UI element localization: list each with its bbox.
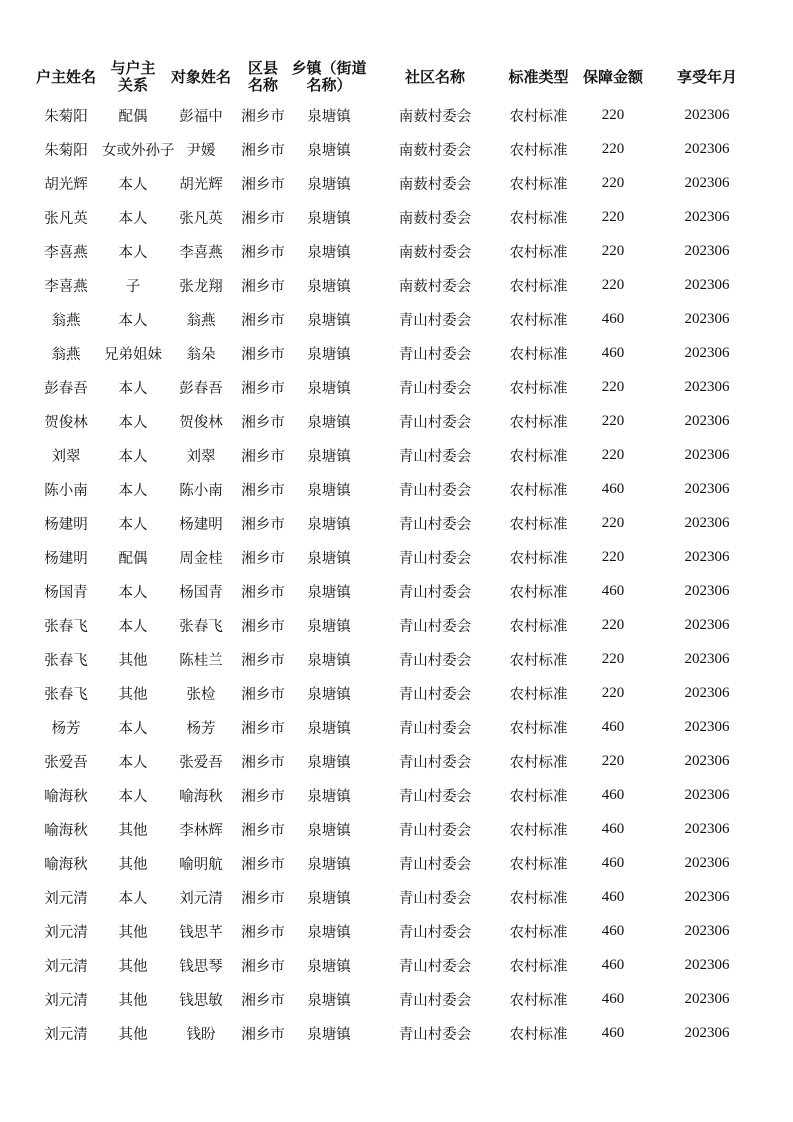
cell-township: 泉塘镇: [307, 448, 351, 465]
cell-month: 202306: [684, 752, 730, 769]
cell-county: 湘乡市: [241, 686, 285, 703]
cell-township: 泉塘镇: [307, 720, 351, 737]
cell-month: 202306: [684, 990, 730, 1007]
cell-amount: 460: [601, 786, 625, 803]
cell-recipient-name: 张龙翔: [179, 278, 223, 295]
cell-county: 湘乡市: [241, 890, 285, 907]
cell-householder-name: 贺俊林: [44, 414, 88, 431]
table-row: [30, 132, 765, 166]
cell-township: 泉塘镇: [307, 1026, 351, 1043]
cell-standard-type: 农村标准: [509, 108, 568, 125]
cell-amount: 460: [601, 344, 625, 361]
cell-amount: 220: [601, 276, 625, 293]
cell-householder-name: 喻海秋: [44, 788, 88, 805]
cell-month: 202306: [684, 140, 730, 157]
cell-householder-name: 杨建明: [44, 516, 88, 533]
table-row: [30, 642, 765, 676]
cell-householder-name: 杨芳: [51, 720, 81, 737]
cell-county: 湘乡市: [241, 788, 285, 805]
cell-month: 202306: [684, 650, 730, 667]
cell-county: 湘乡市: [241, 618, 285, 635]
cell-recipient-name: 陈小南: [179, 482, 223, 499]
table-row: [30, 812, 765, 846]
table-row: [30, 948, 765, 982]
cell-county: 湘乡市: [241, 516, 285, 533]
table-row: [30, 336, 765, 370]
cell-recipient-name: 杨芳: [186, 720, 216, 737]
cell-standard-type: 农村标准: [509, 822, 568, 839]
cell-relation: 其他: [118, 992, 148, 1009]
cell-recipient-name: 李林辉: [179, 822, 223, 839]
table-row: [30, 506, 765, 540]
cell-standard-type: 农村标准: [509, 312, 568, 329]
cell-amount: 220: [601, 378, 625, 395]
cell-amount: 460: [601, 990, 625, 1007]
cell-householder-name: 杨建明: [44, 550, 88, 567]
cell-standard-type: 农村标准: [509, 414, 568, 431]
cell-householder-name: 喻海秋: [44, 822, 88, 839]
cell-month: 202306: [684, 888, 730, 905]
cell-township: 泉塘镇: [307, 414, 351, 431]
cell-relation: 本人: [118, 890, 148, 907]
cell-amount: 460: [601, 956, 625, 973]
cell-township: 泉塘镇: [307, 278, 351, 295]
cell-township: 泉塘镇: [307, 992, 351, 1009]
cell-recipient-name: 杨建明: [179, 516, 223, 533]
cell-county: 湘乡市: [241, 754, 285, 771]
cell-relation: 本人: [118, 720, 148, 737]
cell-relation: 其他: [118, 856, 148, 873]
header-recipient-name: 对象姓名: [170, 67, 231, 86]
cell-amount: 460: [601, 718, 625, 735]
cell-amount: 220: [601, 242, 625, 259]
cell-community: 青山村委会: [398, 788, 472, 805]
header-month: 享受年月: [676, 67, 737, 86]
cell-relation: 本人: [118, 516, 148, 533]
cell-recipient-name: 刘元清: [179, 890, 223, 907]
cell-township: 泉塘镇: [307, 618, 351, 635]
cell-community: 青山村委会: [398, 992, 472, 1009]
cell-community: 青山村委会: [398, 414, 472, 431]
cell-standard-type: 农村标准: [509, 448, 568, 465]
cell-standard-type: 农村标准: [509, 1026, 568, 1043]
cell-amount: 460: [601, 480, 625, 497]
cell-county: 湘乡市: [241, 924, 285, 941]
cell-householder-name: 李喜燕: [44, 244, 88, 261]
cell-householder-name: 翁燕: [51, 346, 81, 363]
cell-month: 202306: [684, 378, 730, 395]
cell-month: 202306: [684, 820, 730, 837]
cell-community: 青山村委会: [398, 890, 472, 907]
cell-standard-type: 农村标准: [509, 278, 568, 295]
cell-householder-name: 张春飞: [44, 618, 88, 635]
cell-standard-type: 农村标准: [509, 584, 568, 601]
cell-township: 泉塘镇: [307, 516, 351, 533]
cell-standard-type: 农村标准: [509, 244, 568, 261]
table-row: [30, 880, 765, 914]
cell-standard-type: 农村标准: [509, 958, 568, 975]
cell-amount: 460: [601, 310, 625, 327]
cell-county: 湘乡市: [241, 720, 285, 737]
table-row: [30, 268, 765, 302]
cell-recipient-name: 钱思敏: [179, 992, 223, 1009]
cell-householder-name: 刘元清: [44, 958, 88, 975]
table-row: [30, 1016, 765, 1050]
cell-month: 202306: [684, 684, 730, 701]
cell-standard-type: 农村标准: [509, 924, 568, 941]
table-row: [30, 98, 765, 132]
cell-township: 泉塘镇: [307, 176, 351, 193]
cell-month: 202306: [684, 854, 730, 871]
table-row: [30, 370, 765, 404]
cell-relation: 本人: [118, 244, 148, 261]
cell-recipient-name: 周金桂: [179, 550, 223, 567]
table-row: [30, 744, 765, 778]
table-row: [30, 676, 765, 710]
cell-standard-type: 农村标准: [509, 482, 568, 499]
cell-township: 泉塘镇: [307, 788, 351, 805]
cell-community: 青山村委会: [398, 516, 472, 533]
cell-relation: 子: [125, 278, 141, 295]
cell-relation: 本人: [118, 312, 148, 329]
cell-amount: 460: [601, 922, 625, 939]
cell-community: 青山村委会: [398, 720, 472, 737]
cell-county: 湘乡市: [241, 856, 285, 873]
cell-county: 湘乡市: [241, 244, 285, 261]
cell-township: 泉塘镇: [307, 686, 351, 703]
cell-recipient-name: 杨国青: [179, 584, 223, 601]
cell-community: 青山村委会: [398, 312, 472, 329]
cell-householder-name: 张春飞: [44, 686, 88, 703]
cell-month: 202306: [684, 344, 730, 361]
table-row: [30, 608, 765, 642]
cell-amount: 220: [601, 752, 625, 769]
cell-standard-type: 农村标准: [509, 516, 568, 533]
header-relation: 与户主 关系: [110, 59, 156, 94]
table-row: [30, 438, 765, 472]
table-row: [30, 778, 765, 812]
cell-community: 青山村委会: [398, 686, 472, 703]
cell-householder-name: 刘翠: [51, 448, 81, 465]
cell-standard-type: 农村标准: [509, 992, 568, 1009]
cell-standard-type: 农村标准: [509, 856, 568, 873]
cell-county: 湘乡市: [241, 142, 285, 159]
cell-month: 202306: [684, 718, 730, 735]
cell-relation: 本人: [118, 448, 148, 465]
cell-amount: 220: [601, 548, 625, 565]
cell-community: 青山村委会: [398, 1026, 472, 1043]
cell-month: 202306: [684, 582, 730, 599]
cell-month: 202306: [684, 242, 730, 259]
cell-township: 泉塘镇: [307, 924, 351, 941]
cell-householder-name: 刘元清: [44, 924, 88, 941]
table-row: [30, 540, 765, 574]
cell-householder-name: 张春飞: [44, 652, 88, 669]
cell-community: 青山村委会: [398, 652, 472, 669]
cell-amount: 460: [601, 582, 625, 599]
cell-recipient-name: 贺俊林: [179, 414, 223, 431]
cell-recipient-name: 彭春吾: [179, 380, 223, 397]
cell-standard-type: 农村标准: [509, 210, 568, 227]
cell-amount: 220: [601, 650, 625, 667]
cell-householder-name: 李喜燕: [44, 278, 88, 295]
cell-relation: 本人: [118, 210, 148, 227]
cell-township: 泉塘镇: [307, 380, 351, 397]
cell-county: 湘乡市: [241, 448, 285, 465]
cell-month: 202306: [684, 276, 730, 293]
cell-amount: 460: [601, 820, 625, 837]
cell-county: 湘乡市: [241, 1026, 285, 1043]
cell-community: 青山村委会: [398, 618, 472, 635]
cell-community: 青山村委会: [398, 448, 472, 465]
cell-recipient-name: 张爱吾: [179, 754, 223, 771]
cell-amount: 220: [601, 412, 625, 429]
cell-recipient-name: 刘翠: [186, 448, 216, 465]
cell-month: 202306: [684, 310, 730, 327]
cell-township: 泉塘镇: [307, 584, 351, 601]
cell-relation: 本人: [118, 414, 148, 431]
cell-community: 南薮村委会: [398, 176, 472, 193]
cell-recipient-name: 翁朵: [186, 346, 216, 363]
cell-township: 泉塘镇: [307, 210, 351, 227]
cell-township: 泉塘镇: [307, 482, 351, 499]
cell-community: 青山村委会: [398, 924, 472, 941]
cell-amount: 220: [601, 106, 625, 123]
cell-relation: 其他: [118, 686, 148, 703]
table-header: [30, 56, 765, 98]
cell-recipient-name: 尹媛: [186, 142, 216, 159]
table-row: [30, 574, 765, 608]
cell-community: 青山村委会: [398, 482, 472, 499]
cell-community: 南薮村委会: [398, 210, 472, 227]
table-row: [30, 200, 765, 234]
table-row: [30, 710, 765, 744]
cell-amount: 220: [601, 616, 625, 633]
cell-county: 湘乡市: [241, 176, 285, 193]
cell-month: 202306: [684, 412, 730, 429]
cell-householder-name: 刘元清: [44, 890, 88, 907]
cell-community: 青山村委会: [398, 856, 472, 873]
cell-relation: 其他: [118, 958, 148, 975]
cell-month: 202306: [684, 174, 730, 191]
cell-county: 湘乡市: [241, 380, 285, 397]
cell-community: 青山村委会: [398, 754, 472, 771]
cell-amount: 220: [601, 140, 625, 157]
cell-householder-name: 翁燕: [51, 312, 81, 329]
header-row: [30, 56, 765, 98]
cell-county: 湘乡市: [241, 414, 285, 431]
cell-county: 湘乡市: [241, 652, 285, 669]
cell-month: 202306: [684, 514, 730, 531]
table-row: [30, 914, 765, 948]
cell-month: 202306: [684, 922, 730, 939]
cell-township: 泉塘镇: [307, 958, 351, 975]
cell-township: 泉塘镇: [307, 754, 351, 771]
cell-recipient-name: 胡光辉: [179, 176, 223, 193]
cell-township: 泉塘镇: [307, 822, 351, 839]
cell-month: 202306: [684, 1024, 730, 1041]
cell-relation: 本人: [118, 788, 148, 805]
cell-community: 南薮村委会: [398, 244, 472, 261]
cell-relation: 本人: [118, 176, 148, 193]
cell-relation: 本人: [118, 584, 148, 601]
cell-community: 南薮村委会: [398, 278, 472, 295]
cell-month: 202306: [684, 446, 730, 463]
cell-month: 202306: [684, 616, 730, 633]
cell-householder-name: 陈小南: [44, 482, 88, 499]
cell-county: 湘乡市: [241, 482, 285, 499]
cell-standard-type: 农村标准: [509, 788, 568, 805]
cell-relation: 本人: [118, 380, 148, 397]
cell-county: 湘乡市: [241, 346, 285, 363]
cell-community: 青山村委会: [398, 380, 472, 397]
cell-relation: 兄弟姐妹: [104, 346, 162, 363]
cell-community: 青山村委会: [398, 822, 472, 839]
cell-county: 湘乡市: [241, 108, 285, 125]
cell-relation: 配偶: [118, 550, 148, 567]
cell-amount: 220: [601, 208, 625, 225]
cell-township: 泉塘镇: [307, 312, 351, 329]
beneficiary-table: [30, 56, 765, 1050]
cell-township: 泉塘镇: [307, 346, 351, 363]
cell-county: 湘乡市: [241, 584, 285, 601]
header-township: 乡镇（街道 名称）: [291, 59, 367, 94]
cell-community: 南薮村委会: [398, 142, 472, 159]
cell-county: 湘乡市: [241, 958, 285, 975]
header-standard-type: 标准类型: [508, 67, 569, 86]
table-row: [30, 472, 765, 506]
cell-amount: 460: [601, 854, 625, 871]
cell-householder-name: 杨国青: [44, 584, 88, 601]
cell-county: 湘乡市: [241, 312, 285, 329]
cell-relation: 配偶: [118, 108, 148, 125]
cell-standard-type: 农村标准: [509, 618, 568, 635]
table-body: [30, 98, 765, 1050]
cell-standard-type: 农村标准: [509, 380, 568, 397]
cell-recipient-name: 翁燕: [186, 312, 216, 329]
cell-householder-name: 朱菊阳: [44, 142, 88, 159]
cell-standard-type: 农村标准: [509, 176, 568, 193]
table-row: [30, 846, 765, 880]
cell-recipient-name: 李喜燕: [179, 244, 223, 261]
cell-community: 青山村委会: [398, 346, 472, 363]
cell-householder-name: 彭春吾: [44, 380, 88, 397]
cell-householder-name: 张爱吾: [44, 754, 88, 771]
cell-county: 湘乡市: [241, 210, 285, 227]
cell-householder-name: 张凡英: [44, 210, 88, 227]
cell-recipient-name: 钱思芊: [179, 924, 223, 941]
cell-relation: 其他: [118, 1026, 148, 1043]
cell-relation: 女或外孙子: [102, 142, 175, 159]
cell-relation: 其他: [118, 652, 148, 669]
cell-relation: 本人: [118, 482, 148, 499]
cell-month: 202306: [684, 786, 730, 803]
table-row: [30, 302, 765, 336]
cell-recipient-name: 张检: [186, 686, 216, 703]
cell-householder-name: 朱菊阳: [44, 108, 88, 125]
cell-standard-type: 农村标准: [509, 720, 568, 737]
cell-county: 湘乡市: [241, 278, 285, 295]
cell-standard-type: 农村标准: [509, 652, 568, 669]
cell-recipient-name: 张春飞: [179, 618, 223, 635]
cell-amount: 220: [601, 174, 625, 191]
cell-township: 泉塘镇: [307, 856, 351, 873]
cell-relation: 其他: [118, 924, 148, 941]
table-row: [30, 982, 765, 1016]
table-row: [30, 166, 765, 200]
cell-recipient-name: 钱思琴: [179, 958, 223, 975]
cell-householder-name: 胡光辉: [44, 176, 88, 193]
cell-month: 202306: [684, 956, 730, 973]
cell-county: 湘乡市: [241, 992, 285, 1009]
cell-standard-type: 农村标准: [509, 346, 568, 363]
cell-month: 202306: [684, 480, 730, 497]
cell-recipient-name: 钱盼: [186, 1026, 216, 1043]
cell-township: 泉塘镇: [307, 108, 351, 125]
cell-recipient-name: 彭福中: [179, 108, 223, 125]
cell-standard-type: 农村标准: [509, 142, 568, 159]
cell-amount: 220: [601, 446, 625, 463]
cell-amount: 220: [601, 514, 625, 531]
cell-amount: 460: [601, 1024, 625, 1041]
cell-relation: 其他: [118, 822, 148, 839]
cell-community: 青山村委会: [398, 584, 472, 601]
cell-householder-name: 刘元清: [44, 1026, 88, 1043]
cell-standard-type: 农村标准: [509, 890, 568, 907]
cell-community: 南薮村委会: [398, 108, 472, 125]
cell-standard-type: 农村标准: [509, 686, 568, 703]
cell-relation: 本人: [118, 754, 148, 771]
table-row: [30, 234, 765, 268]
header-county: 区县 名称: [247, 59, 278, 94]
cell-recipient-name: 陈桂兰: [179, 652, 223, 669]
cell-community: 青山村委会: [398, 550, 472, 567]
cell-month: 202306: [684, 106, 730, 123]
cell-amount: 220: [601, 684, 625, 701]
cell-recipient-name: 喻海秋: [179, 788, 223, 805]
cell-township: 泉塘镇: [307, 550, 351, 567]
cell-township: 泉塘镇: [307, 244, 351, 261]
header-amount: 保障金额: [582, 67, 643, 86]
cell-recipient-name: 喻明航: [179, 856, 223, 873]
cell-standard-type: 农村标准: [509, 754, 568, 771]
cell-householder-name: 喻海秋: [44, 856, 88, 873]
cell-recipient-name: 张凡英: [179, 210, 223, 227]
cell-amount: 460: [601, 888, 625, 905]
cell-community: 青山村委会: [398, 958, 472, 975]
header-householder-name: 户主姓名: [35, 67, 96, 86]
cell-standard-type: 农村标准: [509, 550, 568, 567]
cell-relation: 本人: [118, 618, 148, 635]
table-row: [30, 404, 765, 438]
cell-householder-name: 刘元清: [44, 992, 88, 1009]
cell-county: 湘乡市: [241, 822, 285, 839]
header-community: 社区名称: [404, 67, 465, 86]
cell-township: 泉塘镇: [307, 652, 351, 669]
cell-month: 202306: [684, 208, 730, 225]
cell-month: 202306: [684, 548, 730, 565]
cell-township: 泉塘镇: [307, 142, 351, 159]
cell-county: 湘乡市: [241, 550, 285, 567]
cell-township: 泉塘镇: [307, 890, 351, 907]
